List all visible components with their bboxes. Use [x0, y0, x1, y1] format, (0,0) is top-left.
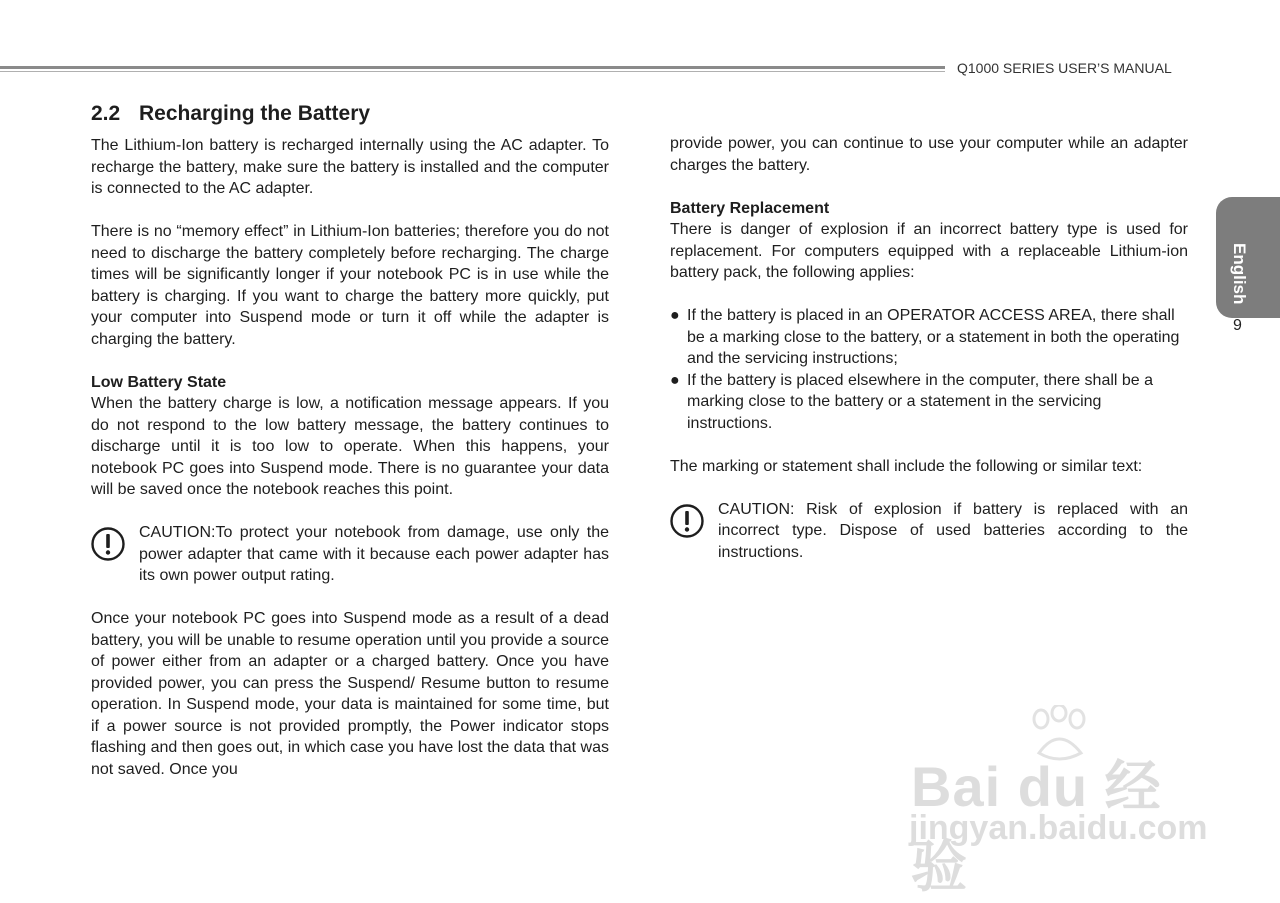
page-number: 9: [1233, 317, 1242, 334]
watermark-main: Bai du 经验: [911, 755, 1162, 898]
paragraph: provide power, you can continue to use your computer while an adapter charges the battery.: [670, 135, 1188, 174]
paragraph: There is no “memory effect” in Lithium-Ion batteries; therefore you do not need to discharge the battery completely before recharging. The charge times will be significantly longer if your notebook PC is in use while the battery is charging. If you want to charge the battery more quickly, put your computer into Suspend mode or turn it off while the adapter is charging the battery.: [91, 223, 609, 348]
paragraph: The Lithium-Ion battery is recharged internally using the AC adapter. To recharge the battery, make sure the battery is installed and the computer is connected to the AC adapter.: [91, 137, 609, 197]
side-tab-label: [1229, 243, 1249, 273]
paragraph: There is danger of explosion if an incorrect battery type is used for replacement. For computers equipped with a replaceable Lithium-ion battery pack, the following applies:: [670, 221, 1188, 281]
right-column: [670, 133, 1188, 585]
header-rule: [0, 66, 945, 72]
paragraph: When the battery charge is low, a notification message appears. If you do not respond to the low battery message, the battery continues to discharge until it is too low to operate. When this happens, your notebook PC goes into Suspend mode. There is no guarantee your data will be saved once the notebook reaches this point.: [91, 395, 609, 498]
bullet-icon: ●: [670, 307, 680, 324]
bullet-icon: ●: [670, 371, 680, 389]
caution-text: CAUTION:To protect your notebook from damage, use only the power adapter that came with it because each power adapter has its own power output rating.: [139, 524, 609, 584]
watermark: [905, 705, 1208, 898]
caution-icon: [670, 504, 704, 538]
caution-box: [670, 499, 1188, 564]
caution-text: CAUTION: Risk of explosion if battery is replaced with an incorrect type. Dispose of used batteries according to the instructions.: [718, 500, 1188, 561]
section-title: Recharging the Battery: [139, 102, 371, 125]
left-column: [91, 100, 609, 802]
header-title: Q1000 SERIES USER’S MANUAL: [957, 60, 1172, 76]
caution-box: [91, 522, 609, 587]
list-item-text: If the battery is placed in an OPERATOR ACCESS AREA, there shall be a marking close to the battery, or a statement in both the operating and the servicing instructions;: [687, 307, 1180, 367]
section-heading: [91, 100, 609, 128]
list-item: [670, 370, 1188, 435]
list-item: [670, 305, 1188, 370]
paragraph: The marking or statement shall include the following or similar text:: [670, 457, 1143, 475]
bullet-list: [670, 305, 1188, 434]
subheading-low-battery: Low Battery State: [91, 373, 227, 391]
section-number: 2.2: [91, 102, 121, 125]
list-item-text: If the battery is placed elsewhere in the computer, there shall be a marking close to the battery or a statement in the servicing instructions.: [687, 371, 1154, 432]
caution-icon: [91, 527, 125, 561]
paragraph: Once your notebook PC goes into Suspend mode as a result of a dead battery, you will be unable to resume operation until you provide a source of power either from an adapter or a charged battery. Once you have provided power, you can press the Suspend/ Resume button to resume operation. In Suspend mode, your data is maintained for some time, but if a power source is not provided promptly, the Power indicator stops flashing and then goes out, in which case you have lost the data that was not saved. Once you: [91, 610, 609, 778]
watermark-sub: jingyan.baidu.com: [909, 809, 1208, 847]
subheading-battery-replacement: Battery Replacement: [670, 199, 830, 217]
